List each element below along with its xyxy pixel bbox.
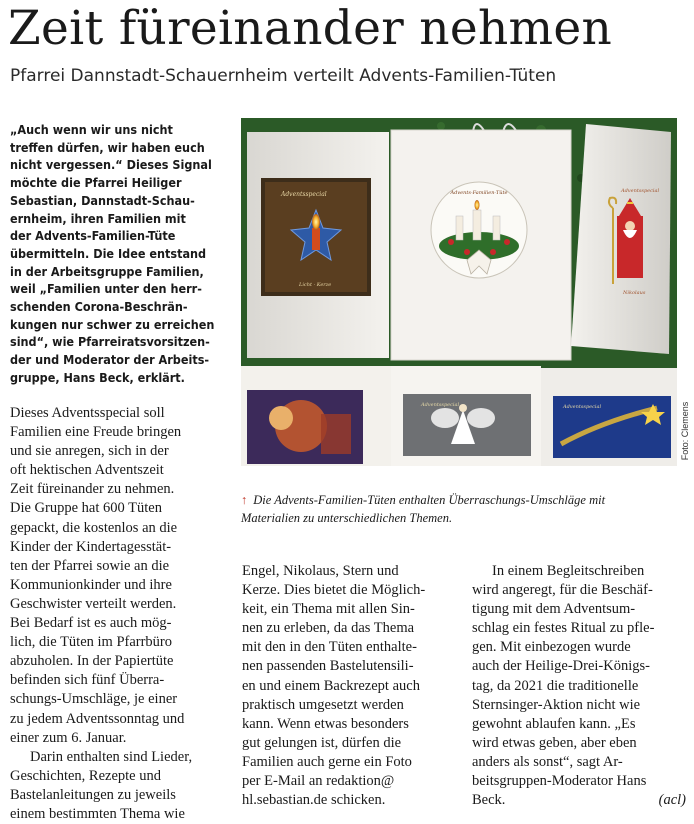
body-line: auch der Heilige-Drei-Königs- — [472, 658, 650, 675]
body-paragraph — [10, 404, 230, 748]
body-line: gen. Mit einbezogen wurde — [472, 639, 631, 656]
lead-line: ernheim, ihren Familien mit — [10, 210, 186, 226]
body-line: Geschichten, Rezepte und — [10, 767, 161, 784]
lead-line: in der Arbeitsgruppe Familien, — [10, 263, 204, 279]
body-line: Geschwister verteilt werden. — [10, 595, 177, 612]
lead-line: der und Moderator der Arbeits- — [10, 352, 210, 368]
body-line: befinden sich fünf Überra- — [10, 672, 165, 689]
body-paragraph — [10, 748, 230, 824]
front-center-bag — [391, 366, 541, 466]
photo-credit — [678, 402, 692, 464]
photo-credit-text: Foto: Clemens — [680, 401, 690, 461]
body-line: Kommunionkinder und ihre — [10, 576, 172, 593]
body-column-1 — [10, 404, 230, 824]
headline: Zeit füreinander nehmen — [8, 1, 613, 56]
lead-line: schenden Corona-Beschrän- — [10, 299, 188, 315]
body-line: In einem Begleitschreiben — [492, 563, 645, 579]
body-line: zu jedem Adventssonntag und — [10, 710, 185, 727]
body-line: wird angeregt, für die Beschäf- — [472, 582, 653, 599]
center-bag — [391, 124, 571, 360]
card-script: Adventsspecial — [281, 191, 327, 198]
body-column-3 — [472, 562, 686, 810]
body-line: en und einem Backrezept auch — [242, 677, 420, 694]
body-line: abzuholen. In der Papiertüte — [10, 653, 174, 670]
lead-line: weil „Familien unter den herr- — [10, 281, 202, 297]
body-line: tag, da 2021 die traditionelle — [472, 677, 639, 694]
lead-line: kungen nur schwer zu erreichen — [10, 316, 215, 332]
body-line: schlag ein festes Ritual zu pfle- — [472, 620, 655, 637]
body-line: keit, ein Thema mit allen Sin- — [242, 601, 415, 618]
lead-paragraph — [10, 121, 232, 387]
author-signature: (acl) — [658, 792, 686, 809]
body-line: Kinder der Kindertagesstät- — [10, 538, 172, 555]
body-line: Kerze. Dies bietet die Möglich- — [242, 582, 426, 599]
photo-caption — [241, 491, 681, 527]
body-line: Die Gruppe hat 600 Tüten — [10, 500, 162, 517]
lead-line: übermitteln. Die Idee entstand — [10, 245, 207, 261]
caption-line: Materialien zu unterschiedlichen Themen. — [241, 511, 453, 525]
body-paragraph — [242, 562, 454, 810]
right-bag — [571, 124, 671, 354]
lead-line: der Advents-Familien-Tüte — [10, 228, 176, 244]
card-script: Adventsspecial — [563, 404, 602, 410]
lead-line: Sebastian, Dannstadt-Schau- — [10, 192, 195, 208]
front-right-bag — [541, 368, 677, 466]
arrow-up-icon: ↑ — [241, 493, 248, 507]
body-line: gut gelungen ist, dürfen die — [242, 734, 402, 751]
lead-line: „Auch wenn wir uns nicht — [10, 122, 173, 137]
body-line: einer zum 6. Januar. — [10, 729, 127, 746]
body-paragraph — [472, 562, 686, 810]
lead-line: möchte die Pfarrei Heiliger — [10, 175, 182, 191]
front-left-bag — [241, 366, 391, 466]
body-column-2 — [242, 562, 454, 810]
body-line: Sternsinger-Aktion nicht wie — [472, 696, 641, 713]
body-line: wird etwas geben, aber eben — [472, 734, 637, 751]
card-script: Advents-Familien-Tüte — [450, 190, 508, 196]
body-line: Familien auch gerne ein Foto — [242, 753, 412, 770]
card-caption: Nikolaus — [623, 290, 646, 296]
body-line: ten der Pfarrei sowie an die — [10, 557, 170, 574]
body-line: anders als sonst“, sagt Ar- — [472, 753, 623, 770]
body-line: Darin enthalten sind Lieder, — [30, 748, 193, 765]
body-line: Bei Bedarf ist es auch mög- — [10, 615, 172, 632]
caption-line: Die Advents-Familien-Tüten enthalten Überraschungs-Umschläge mit — [253, 493, 606, 507]
body-line: lich, die Tüten im Pfarrbüro — [10, 634, 173, 651]
body-line: oft hektischen Adventszeit — [10, 462, 164, 479]
card-caption: Licht · Kerze — [299, 282, 332, 288]
body-line: kann. Wenn etwas besonders — [242, 715, 409, 732]
body-line: Engel, Nikolaus, Stern und — [242, 563, 399, 579]
article-photo — [241, 118, 677, 466]
lead-line: sind“, wie Pfarreiratsvorsitzen- — [10, 334, 210, 350]
body-line: gewohnt ablaufen kann. „Es — [472, 715, 636, 732]
left-bag — [247, 132, 389, 358]
body-line: schungs-Umschläge, je einer — [10, 691, 178, 708]
body-line: beitsgruppen-Moderator Hans — [472, 773, 647, 790]
body-line: nen zu erleben, da das Thema — [242, 620, 415, 637]
body-line: praktisch umgesetzt werden — [242, 696, 404, 713]
body-line: Zeit füreinander zu nehmen. — [10, 481, 175, 498]
subheadline: Pfarrei Dannstadt-Schauernheim verteilt Advents-Familien-Tüten — [10, 66, 557, 86]
card-script: Adventsspecial — [421, 402, 460, 408]
body-line: gepackt, die kostenlos an die — [10, 519, 178, 536]
body-line: Bastelanleitungen zu jeweils — [10, 786, 176, 803]
body-line: nen passenden Bastelutensili- — [242, 658, 414, 675]
body-line: einem bestimmten Thema wie — [10, 805, 185, 822]
body-line: hl.sebastian.de schicken. — [242, 792, 386, 809]
body-line: Familien eine Freude bringen — [10, 424, 182, 441]
body-line: Dieses Adventsspecial soll — [10, 405, 165, 421]
lead-line: nicht vergessen.“ Dieses Signal — [10, 157, 212, 173]
body-line: tigung mit dem Adventsum- — [472, 601, 636, 618]
card-script: Adventsspecial — [621, 188, 660, 194]
lead-line: gruppe, Hans Beck, erklärt. — [10, 369, 185, 385]
body-line: Beck. — [472, 792, 506, 809]
lead-line: treffen dürfen, wir haben euch — [10, 139, 205, 155]
body-line: per E-Mail an redaktion@ — [242, 773, 395, 790]
body-line: und sie anregen, sich in der — [10, 443, 169, 460]
body-line: mit den in den Tüten enthalte- — [242, 639, 417, 656]
